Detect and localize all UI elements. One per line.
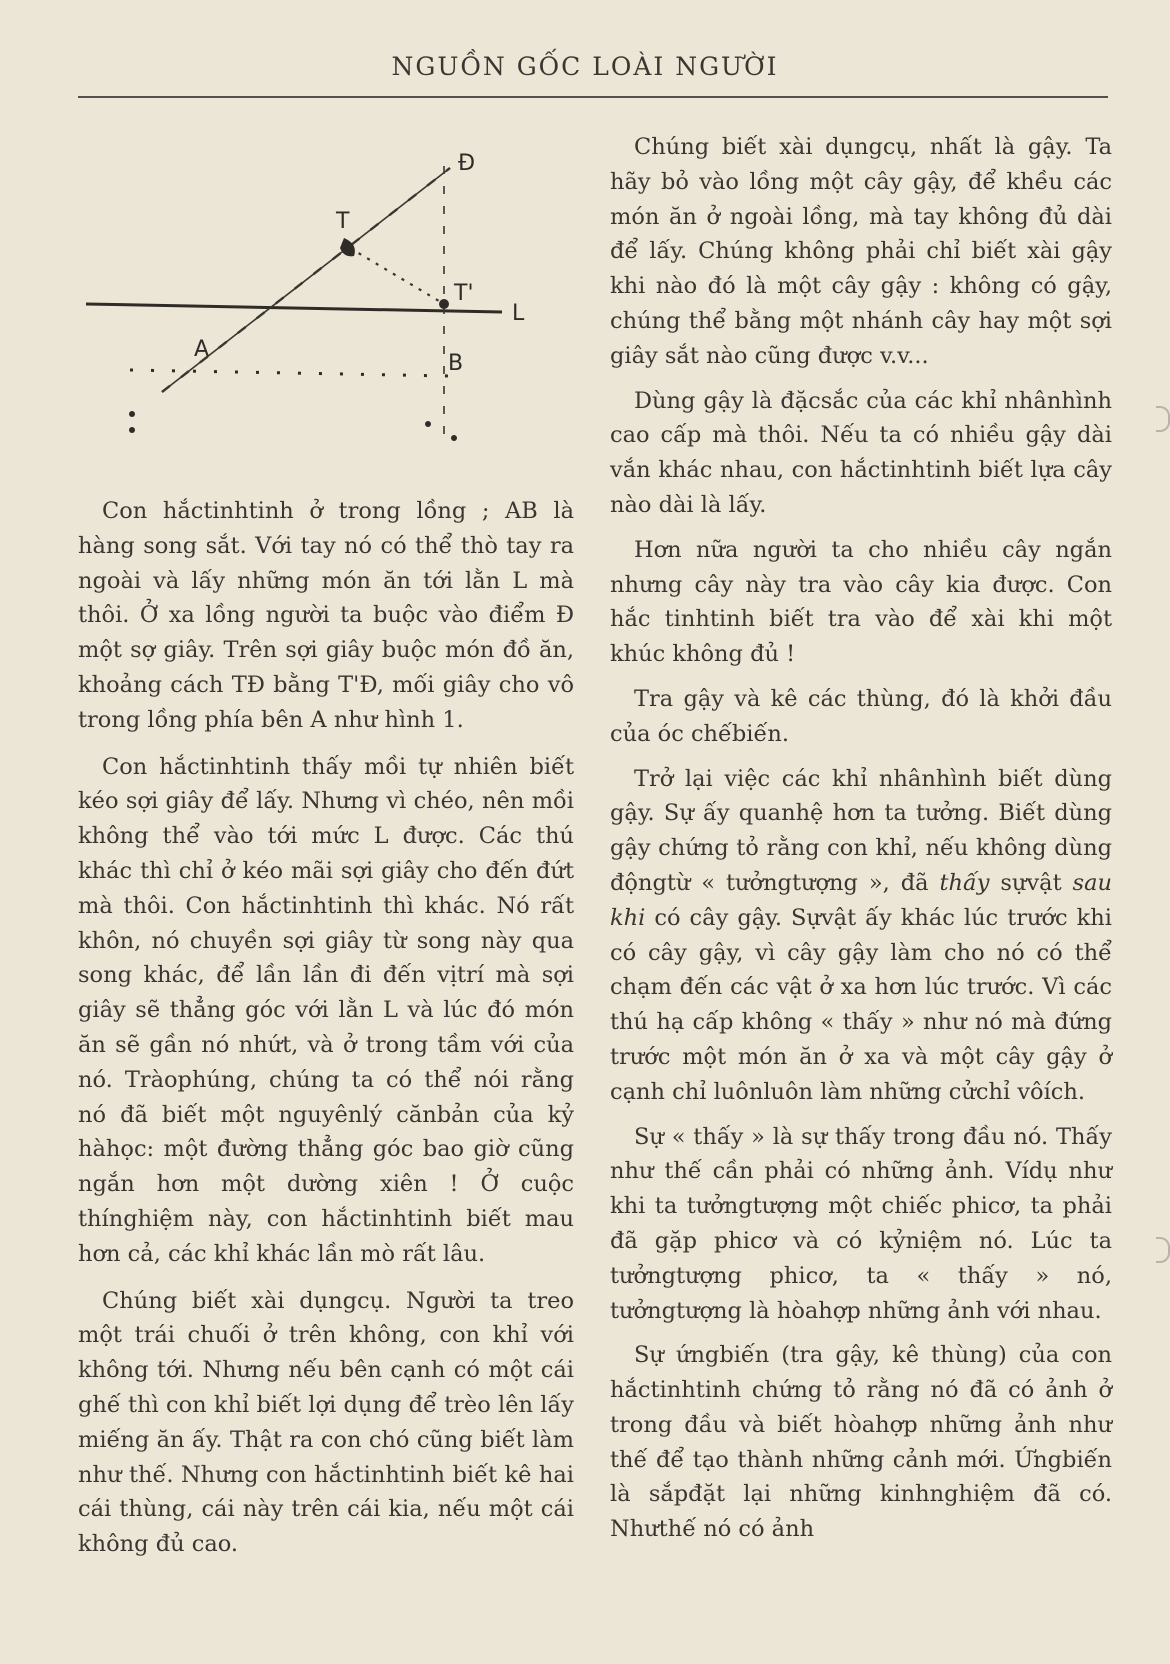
paragraph: Chúng biết xài dụngcụ, nhất là gậy. Ta hãy bỏ vào lồng một cây gậy, để khều các món ăn ở ngoài lồng, mà tay không đủ dài để lấy. Chúng không phải chỉ biết xài gậy khi nào đó là một cây gậy : không có gậy, chúng thể bằng một nhánh cây hay một sợi giây sắt nào cũng được v.v...	[610, 134, 1112, 369]
italic-run: sau khi	[610, 869, 1112, 931]
label-t: T	[336, 209, 350, 234]
line-ab-bars	[130, 370, 450, 376]
right-column	[610, 130, 1112, 1557]
binding-hole-mark	[1156, 1237, 1170, 1263]
figure-1-diagram	[78, 124, 574, 484]
paragraph: Sự « thấy » là sự thấy trong đầu nó. Thấy như thế cần phải có những ảnh. Vídụ như khi ta tưởngtượng một chiếc phicơ, ta phải đã gặp phicơ và có kỷniệm nó. Lúc ta tưởngtượng phicơ, ta « thấy » nó, tưởngtượng là hòahợp những ảnh với nhau.	[610, 1123, 1112, 1324]
running-title: NGUỒN GỐC LOÀI NGƯỜI	[391, 52, 779, 81]
paragraph: Sự ứngbiến (tra gậy, kê thùng) của con hắctinhtinh chứng tỏ rằng nó đã có ảnh ở trong đầu và biết hòahợp những ảnh như thế để tạo thành những cảnh mới. Ứngbiến là sắpđặt lại những kinhnghiệm đã có. Nhưthế nó có ảnh	[610, 1342, 1112, 1543]
text-run: Trở lại việc các khỉ nhânhình biết dùng gậy. Sự ấy quanhệ hơn ta tưởng. Biết dùng gậy chứng tỏ rằng con khỉ, nếu không dùng độngtừ « tưởngtượng », đã	[610, 765, 1112, 896]
paragraph: Dùng gậy là đặcsắc của các khỉ nhânhình cao cấp mà thôi. Nếu ta có nhiều gậy dài vắn khác nhau, con hắctinhtinh biết lựa cây nào dài là lấy.	[610, 387, 1112, 518]
italic-run: thấy	[939, 869, 990, 896]
label-l: L	[512, 301, 525, 326]
text-run: sựvật	[989, 869, 1073, 896]
paragraph	[610, 762, 1112, 1110]
paragraph: Con hắctinhtinh thấy mồi tự nhiên biết kéo sợi giây để lấy. Nhưng vì chéo, nên mồi không thể vào tới mức L được. Các thú khác thì chỉ ở kéo mãi sợi giây cho đến đứt mà thôi. Con hắctinhtinh thì khác. Nó rất khôn, nó chuyền sợi giây từ song này qua song khác, để lần lần đi đến vịtrí mà sợi giây sẽ thẳng góc với lằn L và lúc đó món ăn sẽ gần nó nhứt, và ở trong tầm với của nó. Tràophúng, chúng ta có thể nói rằng nó đã biết một nguyênlý cănbản của kỷ hàhọc: một đường thẳng góc bao giờ cũng ngắn hơn một dường xiên ! Ở cuộc thínghiệm này, con hắctinhtinh biết mau hơn cả, các khỉ khác lần mò rất lâu.	[78, 753, 574, 1267]
paragraph: Hơn nữa người ta cho nhiều cây ngắn nhưng cây này tra vào cây kia được. Con hắc tinhtinh biết tra vào để xài khi một khúc không đủ !	[610, 536, 1112, 668]
food-at-t	[340, 238, 355, 256]
label-b: B	[448, 351, 464, 376]
cage-dot	[425, 421, 431, 427]
binding-hole-mark	[1156, 406, 1170, 432]
label-d: Đ	[458, 151, 476, 176]
paragraph: Tra gậy và kê các thùng, đó là khởi đầu của óc chếbiến.	[610, 685, 1112, 747]
label-a: A	[194, 337, 210, 362]
figure-caption: Con hắctinhtinh ở trong lồng ; AB là hàng song sắt. Với tay nó có thể thò tay ra ngoài và lấy những món ăn tới lằn L mà thôi. Ở xa lồng người ta buộc vào điểm Đ một sợ giây. Trên sợi giây buộc món đồ ăn, khoảng cách TĐ bằng T'Đ, mối giây cho vô trong lồng phía bên A như hình 1.	[78, 498, 574, 733]
label-t-prime: T'	[454, 281, 474, 306]
cage-dot	[129, 411, 135, 417]
text-run: có cây gậy. Sựvật ấy khác lúc trước khi có cây gậy, vì cây gậy làm cho nó có thể chạm đến các vật ở xa hơn lúc trước. Vì các thú hạ cấp không « thấy » như nó mà đứng trước một món ăn ở xa và một cây gậy ở cạnh chỉ luônluôn làm những cửchỉ vôích.	[610, 904, 1112, 1105]
cage-dot	[129, 427, 135, 433]
cage-experiment-diagram	[78, 124, 574, 484]
header-rule	[78, 96, 1108, 98]
arc-t-to-t-prime	[350, 248, 444, 304]
cage-dot	[451, 435, 457, 441]
left-column	[78, 124, 574, 1574]
food-at-t-prime	[439, 299, 449, 309]
paragraph: Chúng biết xài dụngcụ. Người ta treo một trái chuối ở trên không, con khỉ với không tới. Nhưng nếu bên cạnh có một cái ghế thì con khỉ biết lợi dụng để trèo lên lấy miếng ăn ấy. Thật ra con chó cũng biết làm như thế. Nhưng con hắctinhtinh biết kê hai cái thùng, cái này trên cái kia, nếu một cái không đủ cao.	[78, 1287, 574, 1558]
